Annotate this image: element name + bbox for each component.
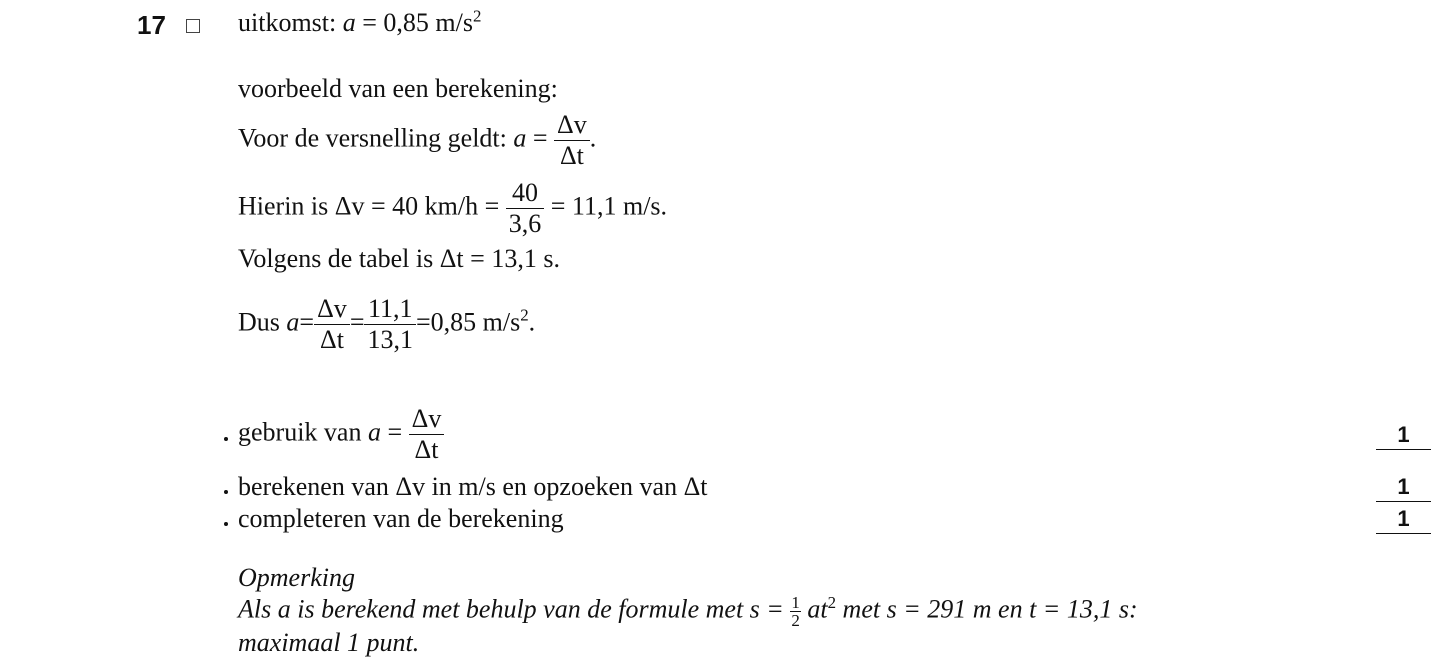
example-line-1-eq: = <box>526 123 548 153</box>
example-line-4-exponent: 2 <box>520 305 529 325</box>
fraction-numerator: Δv <box>314 294 350 325</box>
example-line-2-text: Hierin is Δv = 40 km/h = <box>238 191 500 221</box>
criterion-1-score: 1 <box>1376 421 1431 450</box>
example-line-4: Dus a= $\frac{\Delta v}{\Delta t}$ = $\frac{11,1}{13,1}$ =0,85 $m/s^2$. <box>238 294 536 354</box>
example-intro: voorbeeld van een berekening: <box>238 74 558 103</box>
fraction-numerator: 40 <box>506 178 545 209</box>
example-line-2 <box>238 178 667 239</box>
fraction-40-3-6 <box>506 178 545 239</box>
example-line-2-end: = 11,1 m/s. <box>550 191 668 221</box>
fraction-11-1-13-1 <box>364 294 416 355</box>
fraction-numerator: 11,1 <box>364 294 416 325</box>
answer-value: = 0,85 m/s <box>355 8 473 37</box>
example-line-1-text: Voor de versnelling geldt: <box>238 123 514 153</box>
answer-line <box>238 8 481 38</box>
fraction-numerator: Δv <box>554 110 590 141</box>
remark-line-1-exponent: 2 <box>827 592 837 612</box>
criterion-1 <box>238 404 444 465</box>
criterion-1-eq: = <box>380 417 403 447</box>
fraction-numerator: 1 <box>791 593 800 612</box>
example-line-1-var: a <box>513 123 527 153</box>
fraction-half <box>790 594 801 629</box>
answer-checkbox[interactable] <box>186 19 200 33</box>
remark-line-1-b: at <box>800 594 828 624</box>
criterion-1-text: gebruik van <box>238 417 368 447</box>
example-line-4-result: =0,85 m/s <box>415 307 521 337</box>
criterion-1-var: a <box>367 417 381 447</box>
fraction-dv-dt-3 <box>409 404 445 465</box>
answer-exponent: 2 <box>472 6 482 26</box>
remark-line-2 <box>238 628 419 658</box>
remark-line-2-text: maximaal 1 punt. <box>238 628 420 657</box>
fraction-dv-dt-2 <box>314 294 350 355</box>
fraction-denominator: 3,6 <box>508 208 542 238</box>
answer-label: uitkomst: <box>238 8 337 37</box>
example-line-4-var: a <box>286 307 300 337</box>
remark-line-1-a: Als a is berekend met behulp van de formule met s = <box>238 594 791 624</box>
example-line-1 <box>238 110 596 171</box>
fraction-denominator: Δt <box>319 324 344 354</box>
example-line-3: Volgens de tabel is Δt = 13,1 s. <box>238 244 560 273</box>
criterion-2-score: 1 <box>1376 473 1431 502</box>
criterion-3-score: 1 <box>1376 505 1431 534</box>
remark-title-text: Opmerking <box>238 563 355 592</box>
fraction-denominator: Δt <box>559 140 584 170</box>
fraction-denominator: 13,1 <box>367 324 413 354</box>
bullet-icon <box>224 437 228 441</box>
question-number: 17 <box>137 10 166 40</box>
remark-line-1 <box>238 594 1138 629</box>
bullet-icon <box>224 490 228 494</box>
example-line-4-text: Dus <box>238 307 287 337</box>
criterion-2: berekenen van Δv in m/s en opzoeken van Δt <box>238 472 708 501</box>
remark-line-1-c: met s = 291 m en t = 13,1 s: <box>836 594 1138 624</box>
fraction-numerator: Δv <box>409 404 445 435</box>
bullet-icon <box>224 522 228 526</box>
remark-title <box>238 563 355 593</box>
fraction-denominator: 2 <box>791 611 800 630</box>
answer-variable: a <box>342 8 356 37</box>
criterion-3: completeren van de berekening <box>238 504 564 533</box>
example-line-1-end: . <box>589 123 597 153</box>
fraction-denominator: Δt <box>414 434 439 464</box>
example-line-4-dot: . <box>528 307 536 337</box>
fraction-dv-dt <box>554 110 590 171</box>
